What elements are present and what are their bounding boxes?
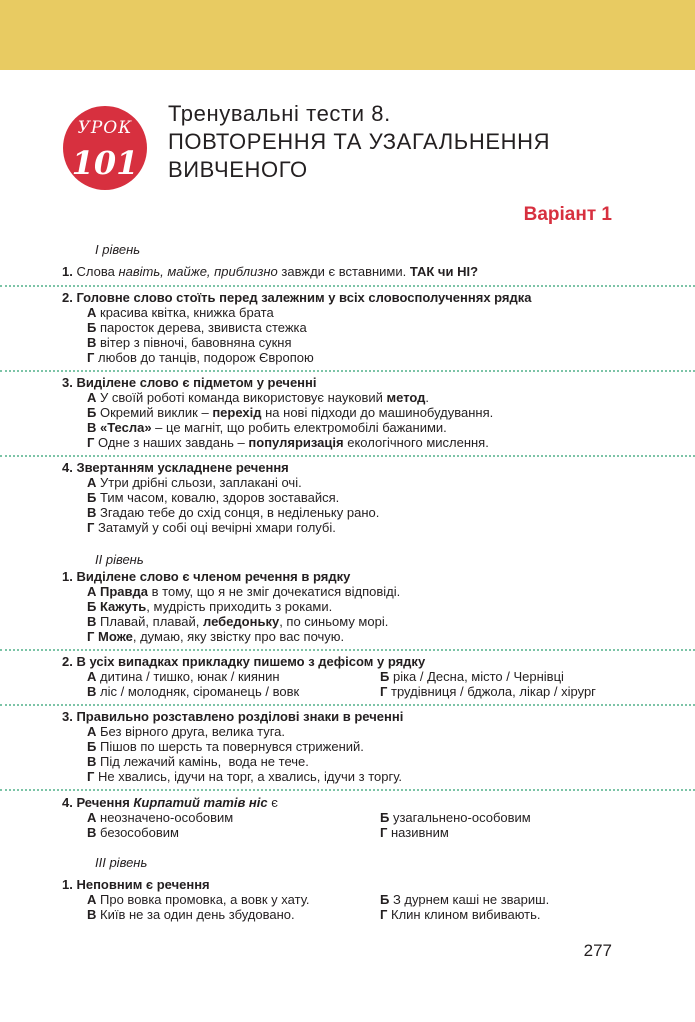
level-3-label: ІІІ рівень (95, 855, 148, 870)
page-number: 277 (583, 941, 612, 960)
q-text-start: Слова (76, 264, 115, 279)
badge-word: УРОК (77, 118, 133, 138)
l1-q4-option-d: Г Затамуй у собі оці вечірні хмари голубі. (87, 520, 336, 535)
l2-q1-option-a: А Правда в тому, що я не зміг дочекатися відповіді. (87, 584, 401, 599)
l1-q2-option-b: Б паросток дерева, звивиста стежка (87, 320, 307, 335)
l2-q4-option-a: А неозначено-особовим (87, 810, 234, 825)
dotted-divider (0, 704, 695, 706)
l1-question-1 (62, 264, 478, 279)
dotted-divider (0, 370, 695, 372)
l2-q4-option-d: Г називним (380, 825, 449, 840)
l2-question-2: 2. В усіх випадках прикладку пишемо з дефісом у рядку (62, 654, 426, 669)
lesson-title (168, 100, 550, 184)
l1-question-4: 4. Звертанням ускладнене речення (62, 460, 289, 475)
l2-q3-option-a: А Без вірного друга, велика туга. (87, 724, 285, 739)
title-line-1: Тренувальні тести 8. (168, 101, 391, 126)
l1-q3-option-b: Б Окремий виклик – перехід на нові підходи до машинобудування. (87, 405, 494, 420)
dotted-divider (0, 789, 695, 791)
l1-q2-option-d: Г любов до танців, подорож Європою (87, 350, 314, 365)
dotted-divider (0, 285, 695, 287)
l3-question-1: 1. Неповним є речення (62, 877, 210, 892)
q-italic-words: навіть, майже, приблизно (118, 264, 278, 279)
variant-heading: Варіант 1 (523, 204, 612, 225)
badge-number: 101 (71, 144, 139, 182)
l3-q1-option-b: Б З дурнем каші не звариш. (380, 892, 550, 907)
l1-q2-option-a: А красива квітка, книжка брата (87, 305, 274, 320)
l2-question-3: 3. Правильно розставлено розділові знаки в реченні (62, 709, 404, 724)
l2-q3-option-d: Г Не хвались, ідучи на торг, а хвались, ідучи з торгу. (87, 769, 403, 784)
l2-question-1: 1. Виділене слово є членом речення в рядку (62, 569, 351, 584)
l2-q3-option-c: В Під лежачий камінь, вода не тече. (87, 754, 309, 769)
l1-q4-option-b: Б Тим часом, ковалю, здоров зоставайся. (87, 490, 340, 505)
l2-q2-option-d: Г трудівниця / бджола, лікар / хірург (380, 684, 596, 699)
q-true-false: ТАК чи НІ? (409, 264, 479, 279)
dotted-divider (0, 649, 695, 651)
l2-q2-option-a: А дитина / тишко, юнак / киянин (87, 669, 280, 684)
l2-q1-option-d: Г Може, думаю, яку звістку про вас почую. (87, 629, 345, 644)
l2-q1-option-c: В Плавай, плавай, лебедоньку, по синьому морі. (87, 614, 389, 629)
l1-question-3: 3. Виділене слово є підметом у реченні (62, 375, 317, 390)
l1-q3-option-d: Г Одне з наших завдань – популяризація екологічного мислення. (87, 435, 489, 450)
q-number: 1. (62, 264, 73, 279)
l2-q4-option-b: Б узагальнено-особовим (380, 810, 531, 825)
l1-q4-option-c: В Згадаю тебе до схід сонця, в неділеньку рано. (87, 505, 380, 520)
l3-q1-option-c: В Київ не за один день збудовано. (87, 907, 295, 922)
l1-q4-option-a: А Утри дрібні сльози, заплакані очі. (87, 475, 302, 490)
l1-q3-option-a: А У своїй роботі команда використовує науковий метод. (87, 390, 430, 405)
lesson-badge (63, 106, 147, 190)
l3-q1-option-d: Г Клин клином вибивають. (380, 907, 541, 922)
l3-q1-option-a: А Про вовка промовка, а вовк у хату. (87, 892, 310, 907)
title-line-2: ПОВТОРЕННЯ ТА УЗАГАЛЬНЕННЯ (168, 129, 551, 154)
q-text-end: завжди є вставними. (281, 264, 407, 279)
l2-q4-option-c: В безособовим (87, 825, 179, 840)
l2-q1-option-b: Б Кажуть, мудрість приходить з роками. (87, 599, 333, 614)
l1-q3-option-c: В «Тесла» – це магніт, що робить електромобілі бажаними. (87, 420, 447, 435)
l1-q2-option-c: В вітер з півночі, бавовняна сукня (87, 335, 292, 350)
level-2-label: ІІ рівень (95, 552, 144, 567)
title-line-3: ВИВЧЕНОГО (168, 157, 308, 182)
l2-q2-option-c: В ліс / молодняк, сіроманець / вовк (87, 684, 300, 699)
dotted-divider (0, 455, 695, 457)
top-color-band (0, 0, 695, 70)
l2-q2-option-b: Б ріка / Десна, місто / Чернівці (380, 669, 564, 684)
l2-question-4: 4. Речення Кирпатий татів ніс є (62, 795, 278, 810)
l2-q3-option-b: Б Пішов по шерсть та повернувся стрижений. (87, 739, 364, 754)
level-1-label: І рівень (95, 242, 141, 257)
l1-question-2: 2. Головне слово стоїть перед залежним у всіх словосполученнях рядка (62, 290, 532, 305)
